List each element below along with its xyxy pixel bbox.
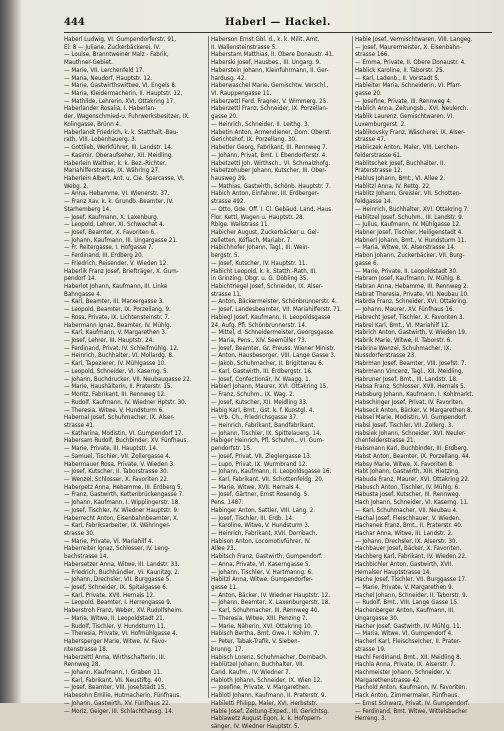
directory-line: Hableiter Maria, Schneiderin, VI. Pfarr- (355, 82, 462, 90)
directory-line: Habicht Leopold, k. k. Statth.-Rath, III. (211, 267, 317, 275)
directory-line: Habst Anton, Beamter, IX. Porzellang. 44. (355, 452, 471, 460)
directory-line: Allee 23. (211, 545, 236, 553)
directory-line: — Josef, Beamter, X. Favoriten 6. (64, 228, 156, 236)
directory-line: Mariahilferstrasse, IX. Währing 27. (64, 167, 160, 175)
directory-line: — Johann, Maurer, XV. Fünfhaus 16. (355, 306, 455, 314)
directory-line: Haberwaschel Marie, Gemischtw. Verschl., (211, 82, 329, 90)
directory-line: — Moriz, Geiger, III. Schlachthausg. 14. (64, 707, 174, 715)
directory-line: Habram Josef, Kaufmann, IV. Mühlg. 8. (355, 275, 462, 283)
directory-line: Ungargasse 30. (355, 614, 399, 622)
directory-line: — Mittel, d. Schneidermeister, Georgsgasse. (211, 329, 335, 337)
directory-line: — Johann, Drechsler, IX. Alserstr. 30. (355, 537, 458, 545)
directory-line: Habermauer Rosa, Private, V. Wieden 3. (64, 460, 175, 468)
directory-line: Habrich Anton, Gastwirth, V. Wieden 19. (355, 329, 467, 337)
directory-line: Hachold Anton, Kaufmann, IV. Favoriten. (355, 684, 467, 692)
directory-line: — Franz, Schuhm., IX. Wag. 2. (211, 391, 295, 399)
directory-line: — Josefine, Private, III. Rennweg 4. (355, 97, 452, 105)
directory-line: — Johann, Kaufmann, III. Ungargasse 21. (64, 236, 178, 244)
directory-line: — Maria, Pens., XIV. Seemüller 73. (211, 337, 307, 345)
directory-line: Hablick Karoline, II. Taborstr. 25. (355, 66, 445, 74)
directory-line: Haberzettl Franz, Schneider, IX. Porzellan- (211, 105, 328, 113)
directory-line: — Johann, Gastwirth, XV. Fünfhaus 22. (64, 699, 171, 707)
directory-line: Flor. Kettl, Wagen u. Hauptstr. 28. (211, 213, 305, 221)
directory-line: — Rudolf, Kaufmann, IV. Wiedner Hptstr. 30. (64, 398, 187, 406)
directory-line: Habernal Josef, Schuhmacher, IX. Alser- (64, 414, 175, 422)
directory-line: Hablich Anna, Zeitungsb., XVI. Neulerch. (355, 105, 469, 113)
directory-line: Hachbauer Josef, Bäcker, X. Favoriten. (355, 545, 462, 553)
directory-line: Gerichtshof, IX. Porzellang. 30. (211, 136, 297, 144)
directory-line: Hachanek Franz, Bmt., II. Praterstr. 40. (355, 522, 463, 530)
directory-line: Habermann Ignaz, Beamter, IV. Mühlg. (64, 321, 172, 329)
directory-line: Habisch Lorenz, Schuhmacher, Dornbach. (211, 653, 328, 661)
directory-line: Hack Anton, Zimmermaler, Fünfhaus. (355, 692, 460, 700)
directory-line: — Franz Xav. k. k. Grundb.-Beamter, IV. (64, 198, 174, 206)
directory-line: sänger, IV. Wiedner Hauptstr. 5. (211, 722, 300, 730)
directory-line: Habran Anna, Hebamme, III. Rennweg 2. (355, 283, 469, 290)
directory-line: — Josef, Schneider, IX. Spitalgasse 6. (64, 584, 168, 592)
directory-line: chenfelderstrasse 21. (355, 437, 416, 445)
directory-line: Haberlander Rosalia, I. Haberlan- (64, 105, 157, 113)
directory-line: Haberl Ludwig, VI. Gumpendorferstr. 91, (64, 36, 177, 43)
directory-line: Luxemburgerst. 2. (355, 120, 406, 128)
directory-line: — Samuel, Tischler, VII. Zollergasse 4. (64, 452, 171, 460)
directory-line: Habsy Marie, Witwe, X. Favoriten 8. (355, 460, 454, 468)
directory-line: der, Wagenschmied-u. Fuhrwerksbesitzer, IX. (64, 113, 190, 121)
directory-line: — Mathilde, Lehrerin, XVI. Ottakring 17. (64, 97, 175, 105)
directory-line: Habichtriegel Josef, Schneider, IX. Alser- (211, 283, 323, 290)
directory-line: — Josef, Beamter, Gr. Preuss. Wiener Ministr. (211, 344, 336, 352)
directory-line: 24, Aufg. Pfl. Schönbrunnerstr. 14. (211, 321, 307, 329)
directory-line: — Karl, Tapezierer, IV. Mühlgasse 10. (64, 360, 167, 368)
directory-line: Hachl Ferdinand, Bmt., XII. Meidling 8. (355, 653, 462, 661)
directory-line: Margarethenstrasse 42. (355, 676, 422, 684)
directory-line: Hachel Johann, Schneider, II. Taborstr. 9. (355, 591, 468, 599)
directory-line: — Karl, Gastwirth, III. Erdbergstr. 16. (211, 367, 313, 375)
directory-line: — Fr. Reitergasse, I. Hofgasse 7. (64, 244, 154, 252)
directory-line: Hachbichler Anton, Gastwirth, XVII. (355, 560, 453, 568)
column-1 (64, 36, 208, 715)
directory-line: Haberzettl Ferd. Fragner, V. Wimmerg. 25. (211, 97, 328, 105)
directory-line: bergstr. 5. (211, 252, 240, 260)
directory-line: Hacherl Karl, Fleischselcher, II. Prater- (355, 638, 461, 646)
directory-line: Habseck Anton, Bäcker, V. Margarethen 8. (355, 406, 473, 414)
directory-line: Habrat Theresia, Private, VII. Neubau 10. (355, 290, 469, 298)
directory-line: strasse 47. (355, 136, 386, 144)
directory-line: zelletten, Köflach, Mariabr. 7. (211, 236, 293, 244)
directory-line: — Johann, Drechsler, VII. Burggasse 5. (64, 576, 171, 584)
directory-line: Habner Josef, Tischler, Heiligenstadt 4. (355, 228, 464, 236)
directory-line: — Josef, Maurermeister, X. Eisenbahn- (355, 43, 462, 51)
directory-line: Habiger Heinrich, Pfl. Schuhm., VI. Gum- (211, 437, 324, 445)
directory-line: Nussdorferstrasse 23. (355, 352, 417, 360)
directory-line: Habschinger Josef, Privat, IV. Favoriten. (355, 398, 464, 406)
directory-line: — Heinrich, Schneider, II. Leithg. 3. (211, 120, 310, 128)
directory-line: Hablützel Johann, Buchhalter, VII. (211, 661, 305, 669)
directory-line: — Anton, Hausbesorger, VIII. Lange Gasse 3. (211, 352, 336, 360)
directory-line: — Kasimir, Oberaufseher, XII. Meidling. (64, 151, 174, 159)
directory-line: — Leopold, Beamter, IX. Porzellang. 9. (64, 306, 171, 314)
directory-line: — Leopold, Lehrer, XI. Schwechat 4. (64, 221, 165, 229)
directory-line: Habisch Bertha, Bmt. Gwe. I. Kohlm. 7. (211, 630, 320, 638)
page-number: 444 (64, 17, 85, 28)
directory-line: — Josef, Confectionär, IV. Waagg. 1. (211, 375, 311, 383)
directory-line: Habrik Marie, Witwe, II. Taborstr. 6. (355, 337, 453, 345)
directory-line: Haberlandt Friedrich, k. k. Statthalt.-Bau- (64, 128, 179, 136)
directory-line: Habetzettl Joh. Wirthsch., VI. Schmalzhofg. (211, 159, 331, 167)
directory-line: Habinger Anton, Sattler, VIII. Lang. 2. (211, 506, 315, 514)
directory-line: Hachla Anna, Private, IX. Alserstr. 7. (355, 661, 456, 669)
directory-line: Habt Johann, Gastwirth, XIII. Hietzing. (355, 468, 461, 476)
directory-line: Habloth Johann, Schneider, IX. Wien 12. (211, 676, 323, 684)
directory-line: Hachar Anna, Witwe, III. Landstr. 2. (355, 530, 453, 537)
directory-line: — Heinrich, Buchhalter, XVI. Ottakring 7. (355, 205, 469, 213)
directory-line: Habich Anton, Einfahrer, III. Erdberger- (211, 190, 319, 198)
directory-line: — Leopold, Beamter, I. Herrengasse 9. (64, 599, 172, 607)
directory-line: — Anna, Hebamme, VI. Wienerstr. 37. (64, 190, 170, 198)
directory-line: — Marie, VII. Lerchenfeld 17. (64, 66, 145, 74)
directory-line: — Mathias, Gastwirth, Schönb. Hauptstr. 7. (211, 182, 331, 190)
directory-line: — Maria, Witwe, VI. Gumpendorf 4. (355, 630, 453, 638)
directory-line: Habruner Josef, Bmt., III. Landstr. 18. (355, 375, 458, 383)
directory-line: Hablawetz August Egon, k. k. Hofopern- (211, 715, 322, 723)
directory-line: — Josef, Gärtner, Ernst Rosendg. 5. (211, 491, 310, 499)
directory-line: — Karl, Beamter, III. Marxergasse 3. (64, 298, 164, 306)
directory-line: Habsa Franz, Schlosser, XVII. Hernals 5. (355, 383, 466, 391)
directory-line: Haberreiter Ignaz, Schlosser, IV. Leng- (64, 545, 170, 553)
directory-line: feldgasse 14. (355, 198, 393, 206)
directory-line: — Marie, Haushälterin, II. Praterstr. 15. (64, 383, 173, 391)
directory-line: gasse 6. (355, 259, 379, 267)
directory-line: — Josef, Kutscher, XII. Meidling 33. (211, 398, 308, 406)
directory-line: — Karl, Fabrikant, VII. Neustiftg. 40. (64, 676, 164, 684)
directory-line: strasse 166. (355, 51, 390, 59)
directory-line: Habesohn Emilie, Hutmacherin, Fünfhaus. (64, 692, 181, 700)
directory-line: Hache Josef, Tischler, VII. Burggasse 17. (355, 576, 467, 584)
directory-line: strasse 41. (64, 421, 95, 429)
directory-line: Habetler Georg, Fabrikant, III. Rennweg 7. (211, 144, 328, 152)
directory-line: Habiletti Philipp, Maler, XVI. Herbststr. (211, 699, 318, 707)
directory-line: — Marie, Private, III. Hauptstr. 14. (64, 445, 158, 453)
directory-line: Habichhofer Johann, Tagl., III. Wein- (211, 244, 310, 252)
directory-line: Hacher Josef, Gastwirth, IV. Mühlg. 11. (355, 622, 462, 630)
directory-line: — Heinrich, Fabrikant, Bandfabrikant. (211, 421, 316, 429)
directory-line: Habitzl Anna, Witwe, Gumpendorfer- (211, 576, 313, 584)
directory-line: Hachberg Karl, Fabrikant, IV. Wieden 22. (355, 553, 467, 561)
directory-line: — Gottlieb, Werkführer, III. Landstr. 14. (64, 144, 173, 152)
directory-line: Hablitz Johann, Greisler, VII. Schotten- (355, 190, 462, 198)
directory-line: — Karoline, Witwe, V. Hundsturm 3. (211, 522, 310, 530)
directory-line: Hablotl Johann, Kaufmann, II. Praterstr. 9. (211, 692, 327, 700)
header-rule (64, 32, 492, 33)
directory-line: — Rudolf, Bmt., VIII. Lange Gasse 15. (355, 599, 459, 607)
directory-line: Kolingasse, Brünn 4. (64, 120, 121, 128)
directory-line: — Johann, Tischler, V. Hartmanng. 6. (211, 568, 313, 576)
directory-line: ritenstrasse 18. (64, 645, 108, 653)
directory-line: — Ferdinand, Privat, IV. Schleifmühlg. 12. (64, 344, 179, 352)
directory-line: — Ernst Schwarz, Privat, IV. Gumpendorf. (355, 699, 470, 707)
directory-line: — Ferdinand, Bmt. Witwe, Wittelsbacher (355, 707, 468, 715)
directory-line: — Karl, Private, XVII. Hernals 12. (64, 591, 155, 599)
directory-line: Haberlein Albert, Ant. u. Cie. Sparcasse, VI. (64, 174, 185, 182)
directory-line: rath, VIII. Lobenhauerg. 3. (64, 136, 137, 144)
directory-line: — Johann, Kaufmann, II. Leopoldsgasse 16. (211, 468, 332, 476)
directory-line: Habnerl Johann, Bmt., V. Hundsturm 11. (355, 236, 467, 244)
directory-line: Hablus Johann, Bmt., VI. Allee 2. (355, 174, 445, 182)
column-2 (208, 36, 355, 730)
directory-line: — Theresia, Witwe, XIII. Penzing 7. (211, 614, 308, 622)
directory-line: — Marie, Näherin, XVI. Ottakring 10. (211, 622, 313, 630)
directory-line: — Marie, Private, V. Margarethen 9. (355, 584, 454, 592)
directory-line: Habison Anton, Locomotivführer, IV. (211, 537, 311, 545)
directory-line: in Grinzing, Obgr. u. G. Döbling 35. (211, 275, 309, 283)
directory-line: gasse 20. (355, 90, 382, 98)
directory-line: Habiegl Josef, Kaufmann, II. Leopoldsgasse (211, 313, 331, 321)
directory-line: Haberlot Johann, Kaufmann, III. Linke (64, 283, 168, 290)
directory-line: — Anton, Bäcker, IV. Wiedner Hauptstr. 12. (211, 591, 330, 599)
directory-line: — Heinrich, Fabrikant, XVII. Dornbach. (211, 530, 318, 537)
directory-line: Hachenberger Anton, Kaufmann, III. (355, 607, 455, 615)
directory-line: strasse 11. (211, 290, 242, 298)
directory-line: — Maria, Kleidermacherin, II. Hauptstr. 12, (64, 90, 183, 98)
directory-line: — Maria, Witwe, IX. Alserstrasse 14. (355, 244, 456, 252)
directory-line: Haberlik Franz Josef, Briefträger, X. Gum- (64, 267, 179, 275)
directory-line: — Johann, Kaufmann, I. Wipplingerstr. 18. (64, 499, 180, 507)
column-3 (352, 36, 497, 723)
directory-line: — Josef, Kutscher, IV. Hauptstr. 11. (211, 259, 308, 267)
directory-line: Hablitschek Josef, Buchhalter, II. (355, 159, 446, 167)
directory-line: Habersperger Marie, Witwe, IV. Favo- (64, 638, 167, 646)
directory-line: Habusta Josef, Kutscher, III. Rennweg. (355, 491, 461, 499)
directory-line: El: 8 — Juliane, Zuckerbäckerei, IV. (64, 43, 161, 51)
directory-line: Haberson Ernst Gbl. d., k. k. Milit. Amt, (211, 36, 320, 43)
directory-line: — Marie, Witwe, XVII. Hernals 4. (211, 483, 301, 491)
directory-line: Starhemberg 14. (64, 205, 111, 213)
directory-line: Habsel Marie, Modistin, VI. Gumpendorf. (355, 414, 468, 422)
directory-line: — Josef, Tischler, III. Erdb. 14. (211, 514, 294, 522)
directory-line: — Lupo, Privat, IX. Wurmbrand 12. (211, 460, 308, 468)
directory-line: hardusg. 42. (211, 74, 247, 82)
directory-line: II. Wallensteinstrasse 5. (211, 43, 278, 51)
directory-line: strasse 492. (211, 198, 246, 206)
page-header (64, 17, 492, 31)
directory-line: pendorf 14. (64, 275, 97, 283)
directory-line: felderstrasse 61. (355, 151, 402, 159)
directory-line: strasse 19. (355, 645, 386, 653)
directory-line: — Marie, Gastwirthswittwe, VI. Engels 8. (64, 82, 177, 90)
directory-line: — Karl, Ladenb., II. Vorstadt 5. (355, 74, 440, 82)
directory-line: Habitsch Franz, Gastwirth, Gumpendorf. (211, 553, 323, 561)
directory-line: Habsiek Johann, Schneider, XVI. Neuler- (355, 429, 466, 437)
directory-line: Mauthner-Gebiet. (64, 59, 113, 67)
directory-line: Habuda Franz, Maurer, XVI. Ottakring 22. (355, 475, 470, 483)
directory-line: Hable Josef, Zeitung-Exped., III. Gerichtsg. (211, 707, 329, 715)
directory-line: — Rosa, Private, IX. Lichtensteinstr. 7. (64, 313, 170, 321)
directory-line: Hablitzl Anna, IV. Rettg. 22. (355, 182, 431, 190)
directory-line: — Marie, Private, VI. Mariahilf 4. (64, 537, 154, 545)
directory-line: Habon Johann, Zuckerbäcker, VII. Burg- (355, 252, 465, 260)
directory-line: — Jakob, Schuhmacher, II. Brigittenau 6. (211, 360, 324, 368)
directory-line: Pens. 1487. (211, 499, 244, 507)
directory-line: — Josef, Privat, VII. Zieglergasse 13. (211, 452, 312, 460)
directory-line: VI. Rauppengasse 11. (211, 90, 272, 98)
directory-line: hausweg 39. (211, 174, 247, 182)
directory-line: — Johann, Kaufmann, I. Graben 11. (64, 668, 163, 676)
directory-line: Bahngasse 4. (64, 290, 102, 298)
directory-line: Hach Johann, Schneider, VI. Kaserng. 11. (355, 499, 469, 507)
directory-line: Haberlein Walther, k. k. Bez.-Richter, (64, 159, 167, 167)
directory-line: — Otto, Gde. Off. I. Cl. Gebäud. Land. Haus (211, 205, 332, 213)
directory-line: Haberrecht Anton, Eisenbahnbeamter, X. (64, 514, 179, 522)
directory-line: — Heinrich, Buchhalter, VI. Mollardg. 8. (64, 352, 174, 360)
directory-line: strasse 30. (64, 530, 95, 537)
directory-line: Haberpetz Anna, Hebamme, III. Erdberg 5. (64, 483, 183, 491)
directory-line: Herreng. 3. (355, 715, 387, 723)
directory-line: — Marie, Private, II. Leopoldstadt 30. (355, 267, 458, 275)
directory-line: — Louise, Branntweiner Malz - Fabrik, (64, 51, 169, 59)
directory-line: — Vrb. Ch., Friedrichsgasse 37. (211, 414, 298, 422)
directory-line: Hernalser Hauptstrasse 14. (355, 568, 432, 576)
directory-line: Habetin Anton, Armendiener, Dom. Oberst. (211, 128, 332, 136)
directory-line: — Josefine, Private, V. Margarethen. (211, 684, 311, 692)
directory-line: Haberstroh Franz, Weber, XV. Rudolfsheim. (64, 607, 184, 615)
directory-line: — Leopold, Schneider, VI. Kaserng. 5. (64, 367, 169, 375)
directory-line: — Josef, Kutscher, II. Taborstrasse 30. (64, 468, 169, 476)
directory-line: Hachal Josef, Fleischhauer, V. Wieden. (355, 514, 461, 522)
directory-line: Habetzohuber Johann, Kutscher, III. Ober- (211, 167, 327, 175)
directory-line: gasse 11. (211, 584, 238, 592)
directory-line: — Maria, Neudorf, Hauptstr. 12. (64, 74, 153, 82)
directory-line: Habrda Franz, Schneider, XVI. Ottakring. (355, 298, 468, 306)
directory-line: Cand. Kaufm., IV. Wiedner 7. (211, 668, 291, 676)
directory-line: Habsburg Johann, Kaufmann, I. Kohlmarkt. (355, 391, 474, 399)
directory-line: Praterstrasse 12. (355, 167, 403, 175)
directory-line: gasse 20. (211, 113, 238, 121)
directory-line: Habig Karl, Bmt., Gst. k. f. Kunstgl. 4. (211, 406, 315, 414)
directory-line: — Theresia, Witwe, V. Hundsturm 6. (64, 406, 164, 414)
directory-line: Habersetzer Anna, Witwe, III. Landstr. 33. (64, 560, 180, 568)
directory-line: — Friedrich, Buchhändler, VI. Kaunitzg. 2. (64, 568, 180, 576)
directory-line: Haberstam Matthias, II. Obere Donaustr. 41. (211, 51, 334, 59)
directory-line: — Josef, Tischler, IV. Wiedner Hauptstr. 9. (64, 506, 179, 514)
directory-line: Hachmeister Johann, Schneider, V. (355, 668, 451, 676)
directory-line: — Wenzel, Schlosser, X. Favoriten 22. (64, 475, 169, 483)
directory-line: — Ferdinand, III. Erdberg 20. (64, 252, 144, 260)
directory-line: — Josef, Lehrer, III. Hauptstr. 24. (64, 337, 155, 345)
directory-line: Rennweg 28. (64, 661, 101, 669)
directory-line: Habliczek Anton, Maler, VIII. Lerchen- (355, 144, 460, 152)
directory-line: — Karl, Fabrikant, VII. Schottenfeldg. 20. (211, 475, 324, 483)
directory-line: Hablik Laurenz, Gemischtwaren, VI. (355, 113, 455, 121)
directory-line: — Johann, Privat, Bmt. I. Ebendorferstr. 4. (211, 151, 328, 159)
directory-line: — Anna, Private, VI. Kaserngasse 5. (211, 560, 311, 568)
directory-line: — Johann, Beamter, X. Laxenburgerstr. 18. (211, 599, 331, 607)
directory-line: Hable Josef, Vermischtwaren, VIII. Langeg. (355, 36, 473, 43)
directory-line: — Karl, Schuhmacher, VII. Neubau 4. (355, 506, 458, 514)
directory-line: brunng. 17. (211, 645, 244, 653)
directory-line: Hablitzel Josef, Schuhm., III. Landstr. 9. (355, 213, 464, 221)
directory-line: Habsi Josef, Tischler, VII. Zollerg. 3. (355, 421, 454, 429)
directory-line: Habusch Anton, Tischler, IV. Mühlg. 6. (355, 483, 460, 491)
directory-line: Haberzettl Anna, Wirthschafterin, III. (64, 653, 166, 661)
directory-line: — Katharina, Modistin, VI. Gumpendorf 17. (64, 429, 184, 437)
directory-line: — Karl, Fabriksarbeiter, IX. Währinger- (64, 522, 171, 530)
directory-line: — Josef, Landesbeamter, VII. Mariahilferstr. 71. (211, 306, 342, 314)
directory-line: — Peter, Tabak-Trafik, V. Sieben- (211, 638, 300, 646)
directory-line: — Emma, Private, II. Obere Donaustr. 4. (355, 59, 466, 67)
directory-line: Habersam Rudolf, Buchbinder, XV. Fünfhaus. (64, 437, 189, 445)
directory-line: — Friedrich, Reisender, V. Wieden 12. (64, 259, 169, 267)
directory-line: Hablikovsky Franz, Wäscherei, IX. Alser- (355, 128, 465, 136)
directory-line: — Moritz, Fabrikant, III. Rennweg 12. (64, 391, 166, 399)
directory-line: pendorfstr. 15. (211, 445, 252, 453)
directory-line: — Josef, Beamter, VIII. Josefstadt 15. (64, 684, 167, 692)
directory-line: Habrina Wenzel, Schuhmacher, IX. (355, 344, 452, 352)
directory-line: Habierl Johann, Maurer, XVI. Ottakring 15. (211, 383, 329, 391)
directory-line: Habrman Josef, Beamter, VIII. Josefst. 7. (355, 360, 467, 368)
directory-line: Habsmann Karl, Buchbinder, III. Erdberg. (355, 445, 469, 453)
page-title: Haberl — Hackel. (225, 17, 331, 28)
directory-line: — Franz, Gastwirth, Kettenbrückengasse 7. (64, 491, 184, 499)
directory-line: — Karl, Kaufmann, V. Margarethen 3. (64, 329, 167, 337)
directory-line: — Maria, Witwe, II. Leopoldstadt 21. (64, 614, 165, 622)
directory-line: — Karl, Schuhmacher, III. Rennweg 40. (211, 607, 320, 615)
directory-line: Habrmann Vincenz, Tagl., XII. Meidling. (355, 367, 464, 375)
directory-line: Haberstein Johann, Kleinfuhrmann, II. Ger- (211, 66, 329, 74)
directory-line: Habrecht Josef, Tischler, X. Favoriten 3. (355, 313, 465, 321)
directory-line: — Anton, Bäckermeister, Schönbrunnerstr. 4. (211, 298, 337, 306)
directory-line: — Josef, Kaufmann, X. Laxenburg. (64, 213, 159, 221)
directory-line: bachstrasse 14. (64, 553, 109, 561)
directory-line: — Johann, Tischler, IX. Spittelauerg. 14. (211, 429, 322, 437)
directory-line: — Johann, Buchdrucker, VII. Neubaugasse 22. (64, 375, 192, 383)
directory-line: Rblge. Wallstrass 11. (211, 221, 270, 229)
directory-line: Habicher August, Zuckerbäcker u. Gel- (211, 228, 319, 236)
directory-line: — Theresia, Private, VI. Hofmühlgasse 4. (64, 630, 178, 638)
directory-line: — Julius, Kaufmann, IV. Mühlgasse 12. (355, 221, 461, 229)
directory-line: Webg. 2. (64, 182, 89, 190)
directory-line: Habrel Karl, Bmt., VI. Mariahilf 12. (355, 321, 450, 329)
directory-line: — Rudolf, Tischler, V. Hundsturm 11. (64, 622, 166, 630)
directory-line: Haberski Josef, Hausbes., III. Ungarg. 9. (211, 59, 321, 67)
